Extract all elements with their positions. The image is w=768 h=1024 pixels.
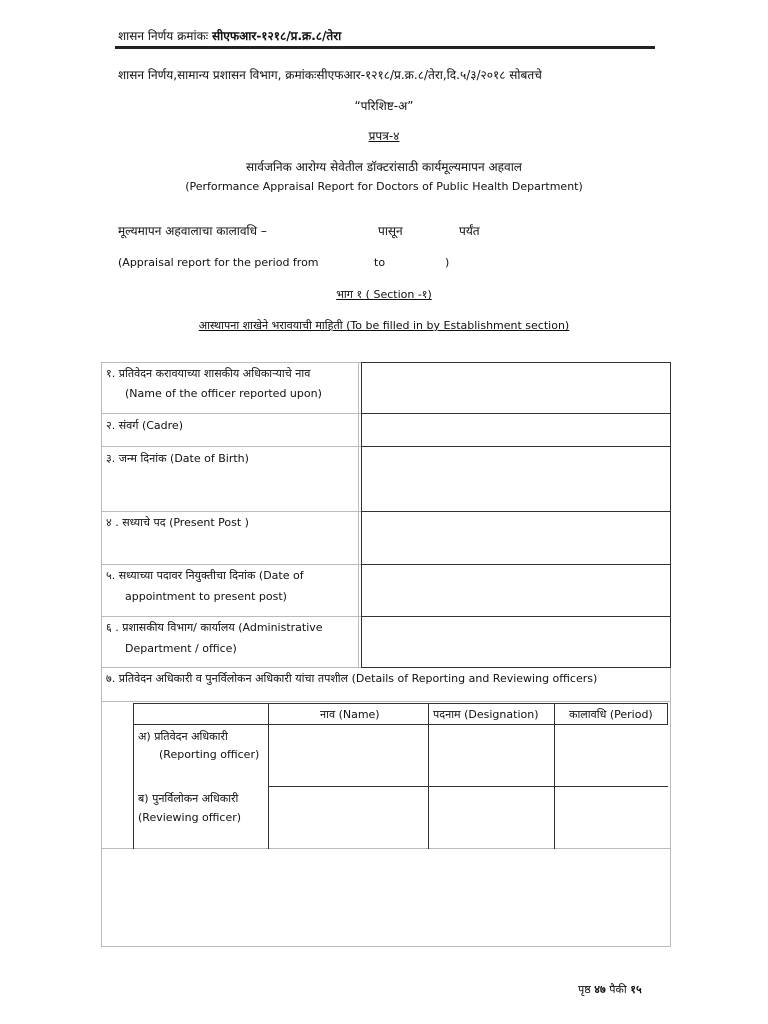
- report-title-marathi: सार्वजनिक आरोग्य सेवेतील डॉक्टरांसाठी कार्यमूल्यमापन अहवाल: [246, 160, 522, 174]
- annex-title: “परिशिष्ट-अ”: [354, 99, 414, 113]
- period-from-marathi: पासून: [378, 224, 403, 238]
- officers-row-sep: [268, 786, 668, 787]
- officer-name-input[interactable]: [361, 362, 671, 414]
- reporting-name-cell[interactable]: [269, 726, 427, 785]
- period-to-english: to: [374, 256, 386, 269]
- row-sep-5: [101, 616, 361, 617]
- row-sep-3: [101, 511, 361, 512]
- header-rule: [115, 46, 655, 49]
- field-3-label: ३. जन्म दिनांक (Date of Birth): [106, 452, 249, 465]
- gr-reference-line: शासन निर्णय,सामान्य प्रशासन विभाग, क्रमांकःसीएफआर-१२१८/प्र.क्र.८/तेरा,दि.५/३/२०१८ सोबतचे: [118, 68, 542, 82]
- frame-left: [101, 362, 102, 946]
- field-4-label: ४ . सध्याचे पद (Present Post ): [106, 516, 249, 529]
- row-sep-2: [101, 446, 361, 447]
- present-post-input[interactable]: [361, 511, 671, 565]
- period-label-english: (Appraisal report for the period from: [118, 256, 319, 269]
- field-6-label: ६ . प्रशासकीय विभाग/ कार्यालय (Administrative: [106, 621, 323, 634]
- officers-col-0: [133, 703, 134, 849]
- field-7-label: ७. प्रतिवेदन अधिकारी व पुनर्विलोकन अधिकारी यांचा तपशील (Details of Reporting and Reviewing officers): [106, 672, 598, 685]
- dob-input[interactable]: [361, 446, 671, 512]
- reporting-officer-label: अ) प्रतिवेदन अधिकारी: [138, 730, 228, 743]
- officers-col-4: [667, 703, 668, 725]
- officers-header-designation: पदनाम (Designation): [433, 708, 539, 721]
- form-number: प्रपत्र-४: [368, 129, 400, 143]
- field-6-english: Department / office): [125, 642, 237, 655]
- appointment-date-input[interactable]: [361, 564, 671, 617]
- period-label-marathi: मूल्यमापन अहवालाचा कालावधि –: [118, 224, 267, 238]
- header-number: सीएफआर-१२१८/प्र.क्र.८/तेरा: [212, 29, 342, 43]
- section-title: भाग १ ( Section -१): [336, 288, 432, 301]
- reviewing-period-cell[interactable]: [555, 788, 667, 848]
- reviewing-officer-label: ब) पुनर्विलोकन अधिकारी: [138, 792, 239, 805]
- row-sep-8: [101, 848, 671, 849]
- field-1-label: १. प्रतिवेदन करावयाच्या शासकीय अधिकाऱ्याचे नाव: [106, 367, 311, 380]
- reviewing-name-cell[interactable]: [269, 788, 427, 848]
- officers-header-name: नाव (Name): [320, 708, 380, 721]
- frame-divider: [358, 362, 359, 668]
- footer-page-number: ४७: [594, 983, 606, 996]
- field-1-english: (Name of the officer reported upon): [125, 387, 322, 400]
- reporting-designation-cell[interactable]: [429, 726, 553, 785]
- cadre-input[interactable]: [361, 413, 671, 447]
- section-subtitle-english: (To be filled in by Establishment section): [346, 319, 570, 332]
- section-subtitle: [0, 318, 768, 333]
- reviewing-officer-english: (Reviewing officer): [138, 811, 242, 824]
- period-close-english: ): [445, 256, 450, 269]
- reviewing-designation-cell[interactable]: [429, 788, 553, 848]
- officers-header-period: कालावधि (Period): [569, 708, 653, 721]
- page-footer: [578, 982, 642, 997]
- reporting-officer-english: (Reporting officer): [159, 748, 260, 761]
- row-sep-7: [101, 701, 671, 702]
- field-5-english: appointment to present post): [125, 590, 287, 603]
- row-sep-1: [101, 413, 361, 414]
- header-gr-number: [118, 27, 341, 44]
- field-5-label: ५. सध्याच्या पदावर नियुक्तीचा दिनांक (Date of: [106, 569, 304, 582]
- period-to-marathi: पर्यंत: [459, 224, 480, 238]
- footer-page-word: पृष्ठ: [578, 983, 591, 996]
- row-sep-4: [101, 564, 361, 565]
- footer-total-pages: १५: [630, 983, 642, 996]
- footer-of-word: पैकी: [609, 983, 627, 996]
- report-title-english: (Performance Appraisal Report for Doctors of Public Health Department): [185, 180, 583, 193]
- frame-top: [101, 362, 361, 363]
- department-input[interactable]: [361, 616, 671, 668]
- reporting-period-cell[interactable]: [555, 726, 667, 785]
- section-subtitle-marathi: आस्थापना शाखेने भरावयाची माहिती: [198, 319, 343, 332]
- field-2-label: २. संवर्ग (Cadre): [106, 419, 183, 432]
- frame-bottom: [101, 946, 671, 947]
- header-prefix: शासन निर्णय क्रमांकः: [118, 29, 209, 43]
